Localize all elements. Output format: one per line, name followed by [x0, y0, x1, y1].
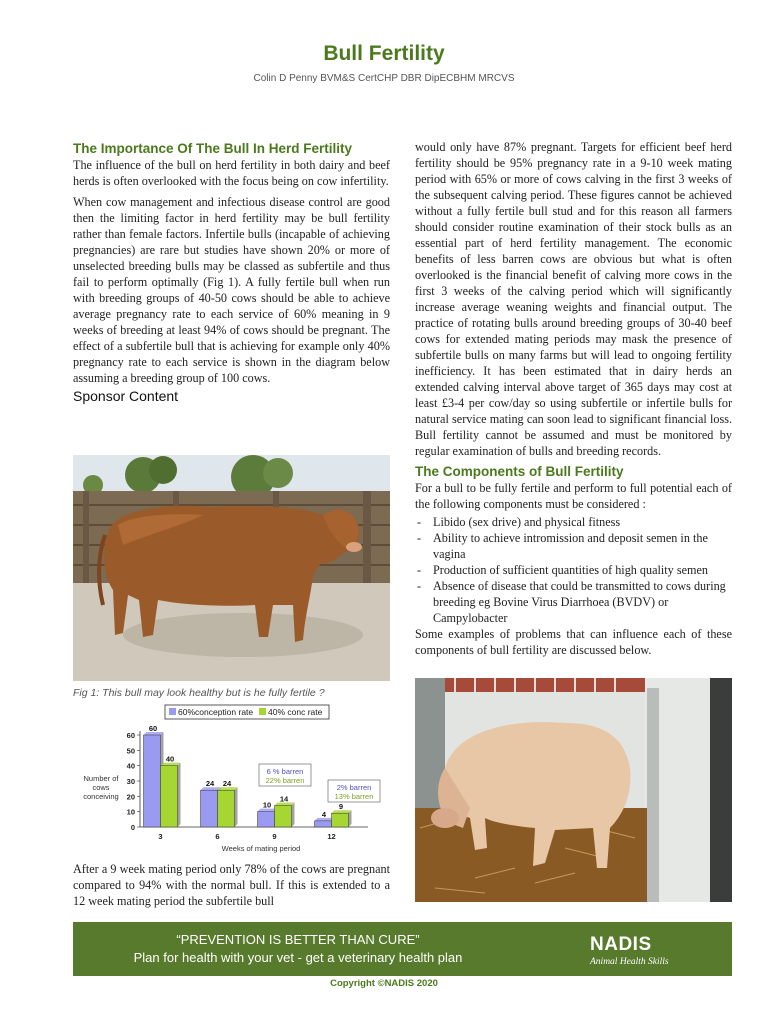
bar-60pct — [315, 821, 332, 827]
y-tick-label: 20 — [126, 792, 135, 802]
annotation-1-line-2: 22% barren — [265, 776, 305, 785]
author-line: Colin D Penny BVM&S CertCHP DBR DipECBHM MRCVS — [253, 73, 515, 84]
y-axis-label-line-2: cows — [92, 783, 110, 792]
bar-40pct — [218, 790, 235, 827]
y-axis-label-line-3: conceiving — [83, 792, 119, 801]
bull-in-pen-photo — [415, 678, 732, 902]
paragraph: When cow management and infectious disease control are good then the limiting factor in herd fertility may be bull fertility rather than female factors. Infertile bulls (incapable of achieving pregnancies) are rare but studies have shown 20% or more of unselected breeding bulls may be classed as subfertile and thus fail to perform optimally (Fig 1). A fully fertile bull when run with breeding groups of 40-50 cows should be able to achieve average pregnancy rate to each service of 60% meaning in 9 weeks of breeding at least 94% of cows should be pregnant. The effect of a subfertile bull that is achieving for example only 40% pregnancy rate to each service is shown in the diagram below assuming a breeding group of 100 cows. — [73, 195, 390, 385]
list-item: - Libido (sex drive) and physical fitness — [415, 514, 732, 530]
page-title: Bull Fertility — [323, 42, 445, 65]
bar-value-label: 4 — [321, 809, 327, 819]
figure-caption: Fig 1: This bull may look healthy but is he fully fertile ? — [73, 687, 325, 699]
bar-side — [235, 787, 238, 827]
y-tick-label: 30 — [126, 777, 135, 786]
legend-label-2: 40% conc rate — [268, 707, 323, 717]
prevention-banner — [73, 922, 732, 976]
left-column-bottom — [73, 861, 390, 909]
annotation-2-line-1: 2% barren — [336, 783, 372, 792]
legend-swatch-2 — [259, 708, 266, 715]
paragraph: The influence of the bull on herd fertility in both dairy and beef herds is often overlooked with the focus being on cow infertility. — [73, 158, 390, 188]
bar-value-label: 60 — [148, 724, 158, 733]
x-tick-label: 12 — [327, 832, 336, 841]
bar-60pct — [201, 790, 218, 827]
list-item: - Production of sufficient quantities of high quality semen — [415, 562, 732, 578]
legend-swatch-1 — [169, 708, 176, 715]
paragraph: After a 9 week mating period only 78% of the cows are pregnant compared to 94% with the normal bull. If this is extended to a 12 week mating period the subfertile bull — [73, 862, 390, 908]
left-column — [73, 141, 390, 404]
paragraph: Some examples of problems that can influence each of these components of bull fertility are discussed below. — [415, 627, 732, 657]
bull-photo — [73, 455, 390, 681]
right-column — [415, 139, 732, 658]
x-tick-label: 9 — [272, 832, 277, 841]
bar-side — [178, 763, 181, 827]
bar-value-label: 10 — [262, 800, 272, 810]
bar-60pct — [258, 812, 275, 827]
annotation-2-line-2: 13% barren — [334, 792, 374, 801]
chart-svg — [73, 703, 390, 855]
x-tick-label: 3 — [158, 832, 163, 841]
components-list — [415, 514, 732, 626]
list-item: - Absence of disease that could be transmitted to cows during breeding eg Bovine Virus Diarrhoea (BVDV) or Campylobacter — [415, 578, 732, 626]
nadis-logo: NADIS — [590, 934, 652, 955]
y-tick-label: 50 — [126, 746, 135, 756]
annotation-1-line-1: 6 % barren — [266, 767, 304, 776]
x-tick-label: 6 — [215, 832, 220, 841]
y-tick-label: 60 — [126, 731, 135, 740]
paragraph: would only have 87% pregnant. Targets for efficient beef herd fertility should be 95% pregnancy rate in a 9-10 week mating period with 65% or more of cows calving in the first 3 weeks of the subsequent calving period. These figures cannot be achieved without a fully fertile bull stud and for this reason all farmers should consider routine examination of their stock bulls as an essential part of herd fertility management. The economic benefits of less barren cows are obvious but what is often overlooked is the financial benefit of calving more cows in the first 3 weeks of the calving period which will significantly increase average weaning weights and financial output. The practice of rotating bulls around breeding groups of 30-40 beef cows for extended mating periods may mask the presence of subfertile bulls on many farms but will lead to ongoing fertility inefficiency. It has been estimated that in dairy herds an extended calving interval above target of 365 days may cost at least £3-4 per cow/day so using subfertile or infertile bulls for natural service mating can soon lead to significant financial loss. Bull fertility cannot be assumed and must be monitored by regular examination of bulls and breeding records. — [415, 140, 732, 458]
y-tick-label: 40 — [126, 761, 135, 771]
copyright-footer: Copyright ©NADIS 2020 — [330, 978, 438, 989]
section-heading-importance: The Importance Of The Bull In Herd Fertility — [73, 141, 353, 156]
bar-value-label: 9 — [338, 802, 344, 812]
banner-subline: Plan for health with your vet - get a veterinary health plan — [133, 950, 463, 965]
conception-chart — [73, 703, 390, 855]
bar-value-label: 24 — [205, 779, 215, 789]
y-axis-label-line-1: Number of — [83, 774, 119, 783]
y-tick-label: 10 — [126, 807, 135, 817]
bar-40pct — [275, 806, 292, 827]
section-heading-components: The Components of Bull Fertility — [415, 464, 624, 479]
bar-60pct — [144, 735, 161, 827]
bar-value-label: 14 — [279, 794, 289, 804]
bar-value-label: 24 — [222, 779, 232, 789]
x-axis-label: Weeks of mating period — [221, 844, 301, 853]
bar-40pct — [161, 766, 178, 827]
list-item: - Ability to achieve intromission and deposit semen in the vagina — [415, 530, 732, 562]
sponsor-label: Sponsor Content — [73, 388, 179, 404]
banner-slogan: “PREVENTION IS BETTER THAN CURE” — [176, 932, 420, 947]
bar-side — [292, 803, 295, 827]
y-tick-label: 0 — [130, 823, 135, 832]
nadis-tagline: Animal Health Skills — [590, 957, 669, 967]
paragraph: For a bull to be fully fertile and perform to full potential each of the following components must be considered : — [415, 481, 732, 511]
bar-value-label: 40 — [165, 754, 175, 764]
bar-40pct — [332, 813, 349, 827]
legend-label-1: 60%conception rate — [178, 707, 254, 717]
